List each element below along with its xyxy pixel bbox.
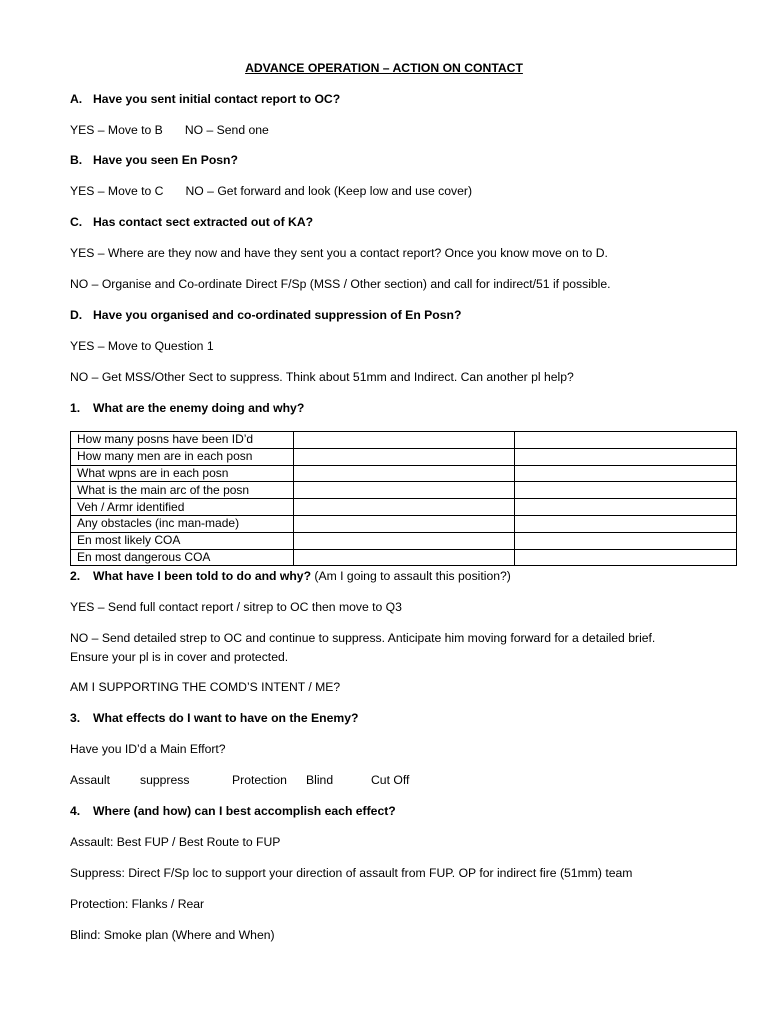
enemy-analysis-table xyxy=(70,431,737,566)
answer-a xyxy=(70,122,269,138)
table-cell-empty[interactable] xyxy=(515,549,737,566)
question-d-number: D. xyxy=(70,308,83,322)
table-cell-empty[interactable] xyxy=(515,532,737,549)
table-row xyxy=(71,549,737,566)
table-cell-empty[interactable] xyxy=(294,432,515,449)
table-row xyxy=(71,499,737,516)
question-b-number: B. xyxy=(70,153,83,167)
answer-2-no-line2: Ensure your pl is in cover and protected. xyxy=(70,650,289,664)
question-a-number: A. xyxy=(70,92,83,106)
question-a xyxy=(70,91,340,107)
main-effort-question: Have you ID’d a Main Effort? xyxy=(70,742,226,756)
table-row xyxy=(71,532,737,549)
blind-line: Blind: Smoke plan (Where and When) xyxy=(70,928,275,942)
question-3 xyxy=(70,710,358,726)
question-c-text: Has contact sect extracted out of KA? xyxy=(93,215,314,229)
question-2-number: 2. xyxy=(70,569,81,583)
question-3-text: What effects do I want to have on the Enemy? xyxy=(93,711,359,725)
table-cell-empty[interactable] xyxy=(294,515,515,532)
table-row xyxy=(71,432,737,449)
table-row-label: How many men are in each posn xyxy=(71,448,294,465)
question-2-note: (Am I going to assault this position?) xyxy=(311,569,511,583)
table-row xyxy=(71,482,737,499)
question-4-text: Where (and how) can I best accomplish each effect? xyxy=(93,804,396,818)
table-cell-empty[interactable] xyxy=(515,448,737,465)
effect-suppress: suppress xyxy=(140,773,190,787)
question-c xyxy=(70,214,313,230)
answer-2-yes: YES – Send full contact report / sitrep to OC then move to Q3 xyxy=(70,600,402,614)
answer-c-yes: YES – Where are they now and have they sent you a contact report? Once you know move on to D. xyxy=(70,246,608,260)
question-d xyxy=(70,307,461,323)
table-cell-empty[interactable] xyxy=(294,499,515,516)
answer-2-no-line1: NO – Send detailed strep to OC and continue to suppress. Anticipate him moving forward for a detailed brief. xyxy=(70,631,656,645)
answer-d-yes: YES – Move to Question 1 xyxy=(70,339,214,353)
question-4 xyxy=(70,803,396,819)
assault-line: Assault: Best FUP / Best Route to FUP xyxy=(70,835,281,849)
question-b xyxy=(70,152,238,168)
table-cell-empty[interactable] xyxy=(515,482,737,499)
answer-d-no: NO – Get MSS/Other Sect to suppress. Think about 51mm and Indirect. Can another pl help? xyxy=(70,370,574,384)
suppress-line: Suppress: Direct F/Sp loc to support your direction of assault from FUP. OP for indirect fire (51mm) team xyxy=(70,866,633,880)
answer-a-yes: YES – Move to B xyxy=(70,123,163,137)
effects-list xyxy=(70,772,409,788)
effect-protection: Protection xyxy=(232,773,287,787)
intent-question: AM I SUPPORTING THE COMD’S INTENT / ME? xyxy=(70,680,341,694)
effect-assault: Assault xyxy=(70,773,110,787)
table-row xyxy=(71,448,737,465)
effect-cut-off: Cut Off xyxy=(371,773,410,787)
answer-b xyxy=(70,183,472,199)
question-1-number: 1. xyxy=(70,401,81,415)
effect-blind: Blind xyxy=(306,773,334,787)
table-cell-empty[interactable] xyxy=(515,432,737,449)
question-2-text: What have I been told to do and why? xyxy=(93,569,312,583)
question-d-text: Have you organised and co-ordinated suppression of En Posn? xyxy=(93,308,462,322)
answer-b-no: NO – Get forward and look (Keep low and use cover) xyxy=(185,184,473,198)
question-1 xyxy=(70,400,304,416)
question-a-text: Have you sent initial contact report to OC? xyxy=(93,92,341,106)
table-row-label: Any obstacles (inc man-made) xyxy=(71,515,294,532)
table-row-label: En most dangerous COA xyxy=(71,549,294,566)
table-cell-empty[interactable] xyxy=(294,482,515,499)
question-b-text: Have you seen En Posn? xyxy=(93,153,238,167)
question-4-number: 4. xyxy=(70,804,81,818)
table-cell-empty[interactable] xyxy=(294,465,515,482)
answer-c-no: NO – Organise and Co-ordinate Direct F/Sp (MSS / Other section) and call for indirect/51 if possible. xyxy=(70,277,611,291)
table-cell-empty[interactable] xyxy=(515,499,737,516)
answer-a-no: NO – Send one xyxy=(184,123,269,137)
table-cell-empty[interactable] xyxy=(515,465,737,482)
table-row-label: How many posns have been ID’d xyxy=(71,432,294,449)
page-title: ADVANCE OPERATION – ACTION ON CONTACT xyxy=(245,61,523,75)
table-cell-empty[interactable] xyxy=(294,448,515,465)
table-row-label: What is the main arc of the posn xyxy=(71,482,294,499)
table-row-label: Veh / Armr identified xyxy=(71,499,294,516)
table-row-label: What wpns are in each posn xyxy=(71,465,294,482)
protection-line: Protection: Flanks / Rear xyxy=(70,897,205,911)
table-cell-empty[interactable] xyxy=(294,549,515,566)
table-row xyxy=(71,515,737,532)
table-row-label: En most likely COA xyxy=(71,532,294,549)
table-row xyxy=(71,465,737,482)
answer-b-yes: YES – Move to C xyxy=(70,184,164,198)
question-2 xyxy=(70,568,511,584)
question-c-number: C. xyxy=(70,215,83,229)
table-cell-empty[interactable] xyxy=(294,532,515,549)
question-1-text: What are the enemy doing and why? xyxy=(93,401,305,415)
question-3-number: 3. xyxy=(70,711,81,725)
table-cell-empty[interactable] xyxy=(515,515,737,532)
